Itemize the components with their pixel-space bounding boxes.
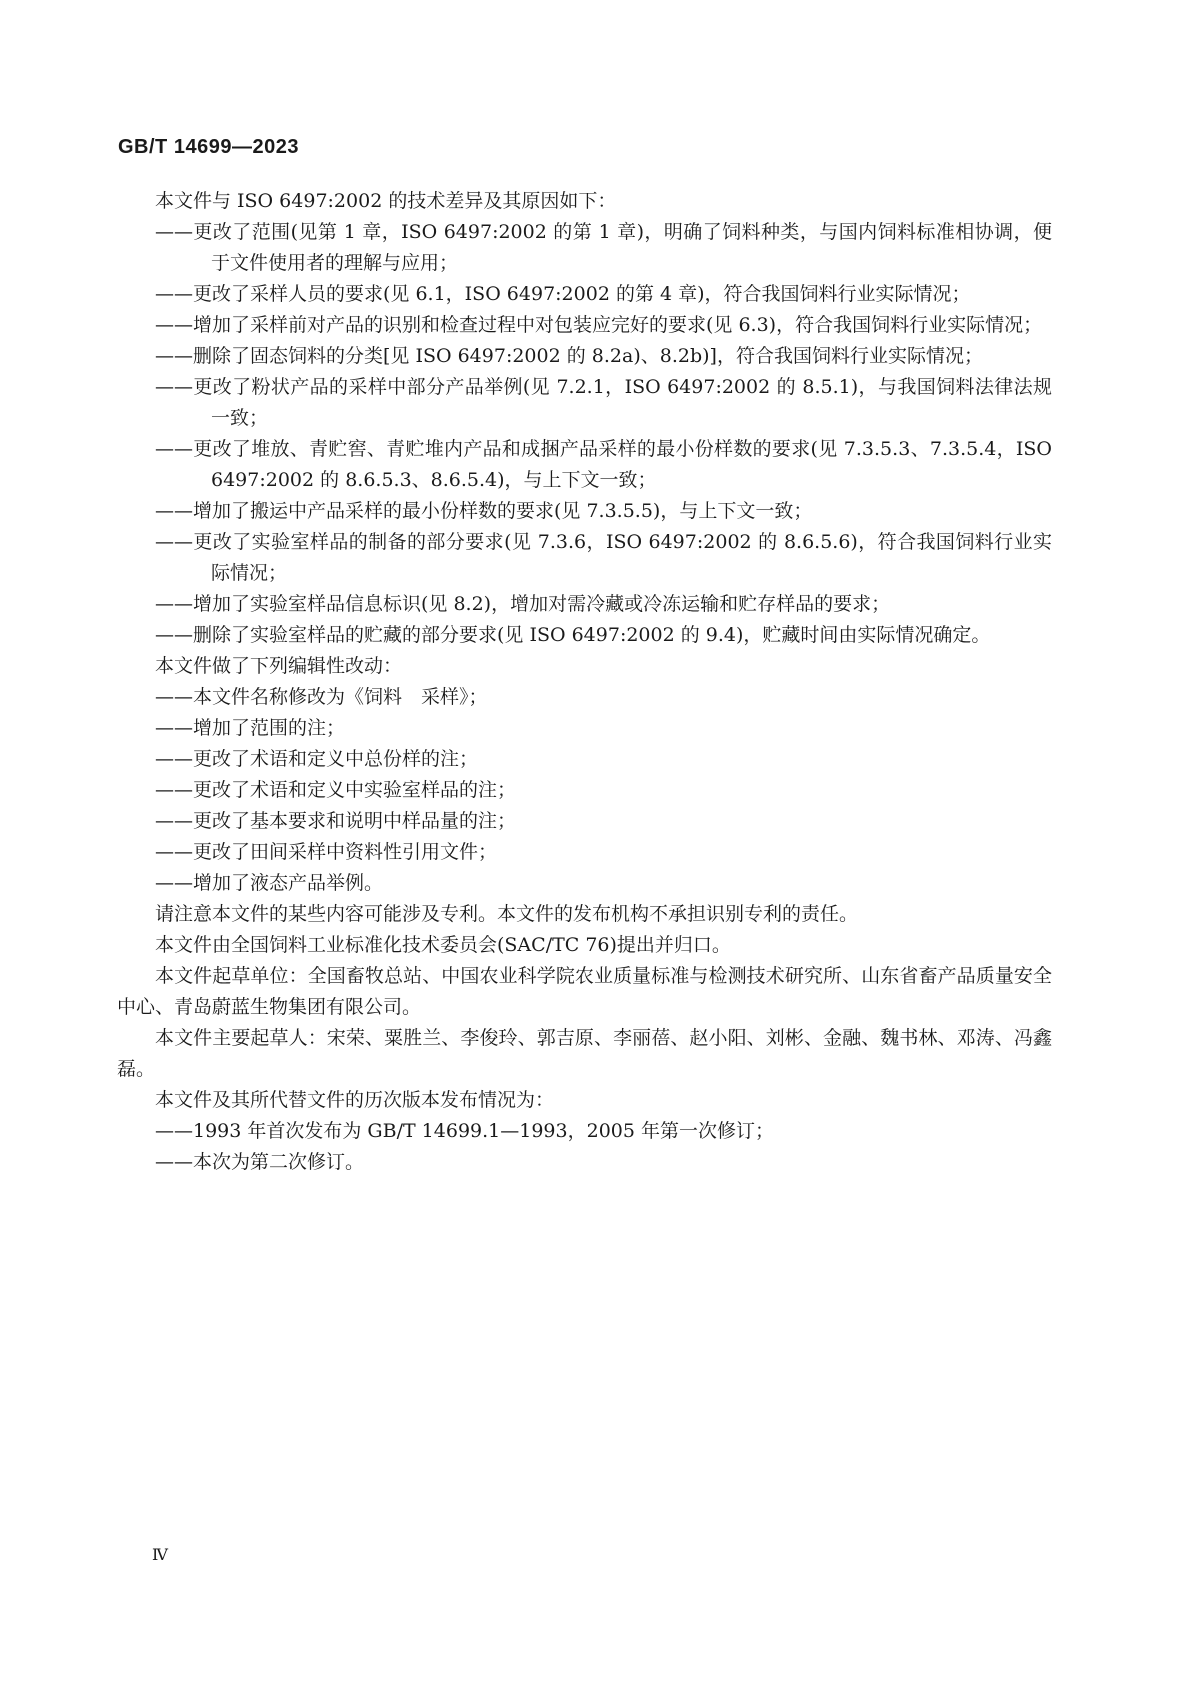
list-item: ——增加了采样前对产品的识别和检查过程中对包装应完好的要求(见 6.3)，符合我国饲料行业实际情况； (155, 314, 1043, 336)
list-item: ——增加了搬运中产品采样的最小份样数的要求(见 7.3.5.5)，与上下文一致； (155, 500, 813, 522)
list-item: ——更改了粉状产品的采样中部分产品举例(见 7.2.1，ISO 6497:2002 的 8.5.1)，与我国饲料法律法规一致； (155, 376, 1052, 429)
list-item: ——增加了范围的注； (155, 717, 346, 739)
list-item: ——更改了范围(见第 1 章，ISO 6497:2002 的第 1 章)，明确了饲料种类，与国内饲料标准相协调，便于文件使用者的理解与应用； (155, 221, 1052, 274)
paragraph: 本文件与 ISO 6497:2002 的技术差异及其原因如下： (155, 190, 617, 212)
list-item: ——1993 年首次发布为 GB/T 14699.1—1993，2005 年第一次修订； (155, 1120, 775, 1142)
paragraph: 本文件做了下列编辑性改动： (155, 655, 403, 677)
paragraph: 本文件起草单位：全国畜牧总站、中国农业科学院农业质量标准与检测技术研究所、山东省畜产品质量安全中心、青岛蔚蓝生物集团有限公司。 (117, 965, 1052, 1018)
list-item: ——更改了实验室样品的制备的部分要求(见 7.3.6，ISO 6497:2002 的 8.6.5.6)，符合我国饲料行业实际情况； (155, 531, 1052, 584)
list-item: ——本次为第二次修订。 (155, 1151, 365, 1173)
document-body (117, 186, 1052, 1178)
paragraph: 本文件由全国饲料工业标准化技术委员会(SAC/TC 76)提出并归口。 (155, 934, 731, 956)
list-item: ——增加了实验室样品信息标识(见 8.2)，增加对需冷藏或冷冻运输和贮存样品的要求； (155, 593, 891, 615)
list-item: ——增加了液态产品举例。 (155, 872, 384, 894)
list-item: ——更改了采样人员的要求(见 6.1，ISO 6497:2002 的第 4 章)，符合我国饲料行业实际情况； (155, 283, 971, 305)
list-item: ——更改了基本要求和说明中样品量的注； (155, 810, 517, 832)
list-item: ——更改了堆放、青贮窖、青贮堆内产品和成捆产品采样的最小份样数的要求(见 7.3.5.3、7.3.5.4，ISO 6497:2002 的 8.6.5.3、8.6.5.4)，与上下文一致； (155, 438, 1052, 491)
paragraph: 请注意本文件的某些内容可能涉及专利。本文件的发布机构不承担识别专利的责任。 (155, 903, 859, 925)
list-item: ——本文件名称修改为《饲料 采样》； (155, 686, 488, 708)
paragraph: 本文件主要起草人：宋荣、粟胜兰、李俊玲、郭吉原、李丽蓓、赵小阳、刘彬、金融、魏书林、邓涛、冯鑫磊。 (117, 1027, 1052, 1080)
list-item: ——更改了术语和定义中实验室样品的注； (155, 779, 517, 801)
paragraph: 本文件及其所代替文件的历次版本发布情况为： (155, 1089, 555, 1111)
list-item: ——更改了术语和定义中总份样的注； (155, 748, 479, 770)
standard-number-header: GB/T 14699—2023 (118, 136, 299, 158)
list-item: ——删除了实验室样品的贮藏的部分要求(见 ISO 6497:2002 的 9.4)，贮藏时间由实际情况确定。 (155, 624, 991, 646)
list-item: ——更改了田间采样中资料性引用文件； (155, 841, 498, 863)
page-number: Ⅳ (152, 1545, 168, 1564)
list-item: ——删除了固态饲料的分类[见 ISO 6497:2002 的 8.2a)、8.2b)]，符合我国饲料行业实际情况； (155, 345, 983, 367)
